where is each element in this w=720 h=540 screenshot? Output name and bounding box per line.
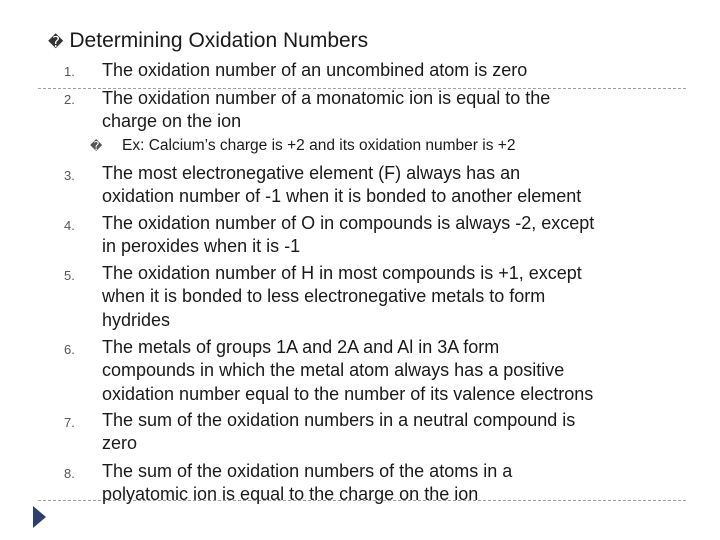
item-number: 8. — [64, 466, 75, 481]
item-text: The oxidation number of an uncombined atom is zero — [102, 60, 528, 80]
next-slide-arrow-icon[interactable] — [33, 506, 46, 528]
item-number: 5. — [64, 268, 75, 283]
item-text: The metals of groups 1A and 2A and Al in 3A form compounds in which the metal atom always has a positive oxidation number equal to the number of its valence electrons — [102, 337, 594, 404]
item-number: 6. — [64, 342, 75, 357]
heading-bullet-icon: � — [48, 34, 64, 51]
item-number: 1. — [64, 64, 75, 79]
item-text: The oxidation number of O in compounds is always -2, except in peroxides when it is -1 — [102, 213, 595, 257]
item-number: 7. — [64, 415, 75, 430]
item-number: 2. — [64, 92, 75, 107]
sub-item-text: Ex: Calcium’s charge is +2 and its oxidation number is +2 — [122, 137, 516, 154]
item-text: The most electronegative element (F) always has an oxidation number of -1 when it is bonded to another element — [102, 163, 582, 207]
item-number: 4. — [64, 218, 75, 233]
slide-heading — [48, 28, 368, 56]
item-text: The oxidation number of a monatomic ion is equal to the charge on the ion — [102, 88, 551, 132]
item-text: The sum of the oxidation numbers in a neutral compound is zero — [102, 410, 576, 454]
item-text: The sum of the oxidation numbers of the atoms in a polyatomic ion is equal to the charge on the ion — [102, 461, 513, 505]
item-number: 3. — [64, 168, 75, 183]
heading-text: Determining Oxidation Numbers — [69, 29, 369, 52]
sub-bullet-icon: � — [90, 139, 103, 153]
item-text: The oxidation number of H in most compounds is +1, except when it is bonded to less electronegative metals to form hydrides — [102, 263, 582, 330]
